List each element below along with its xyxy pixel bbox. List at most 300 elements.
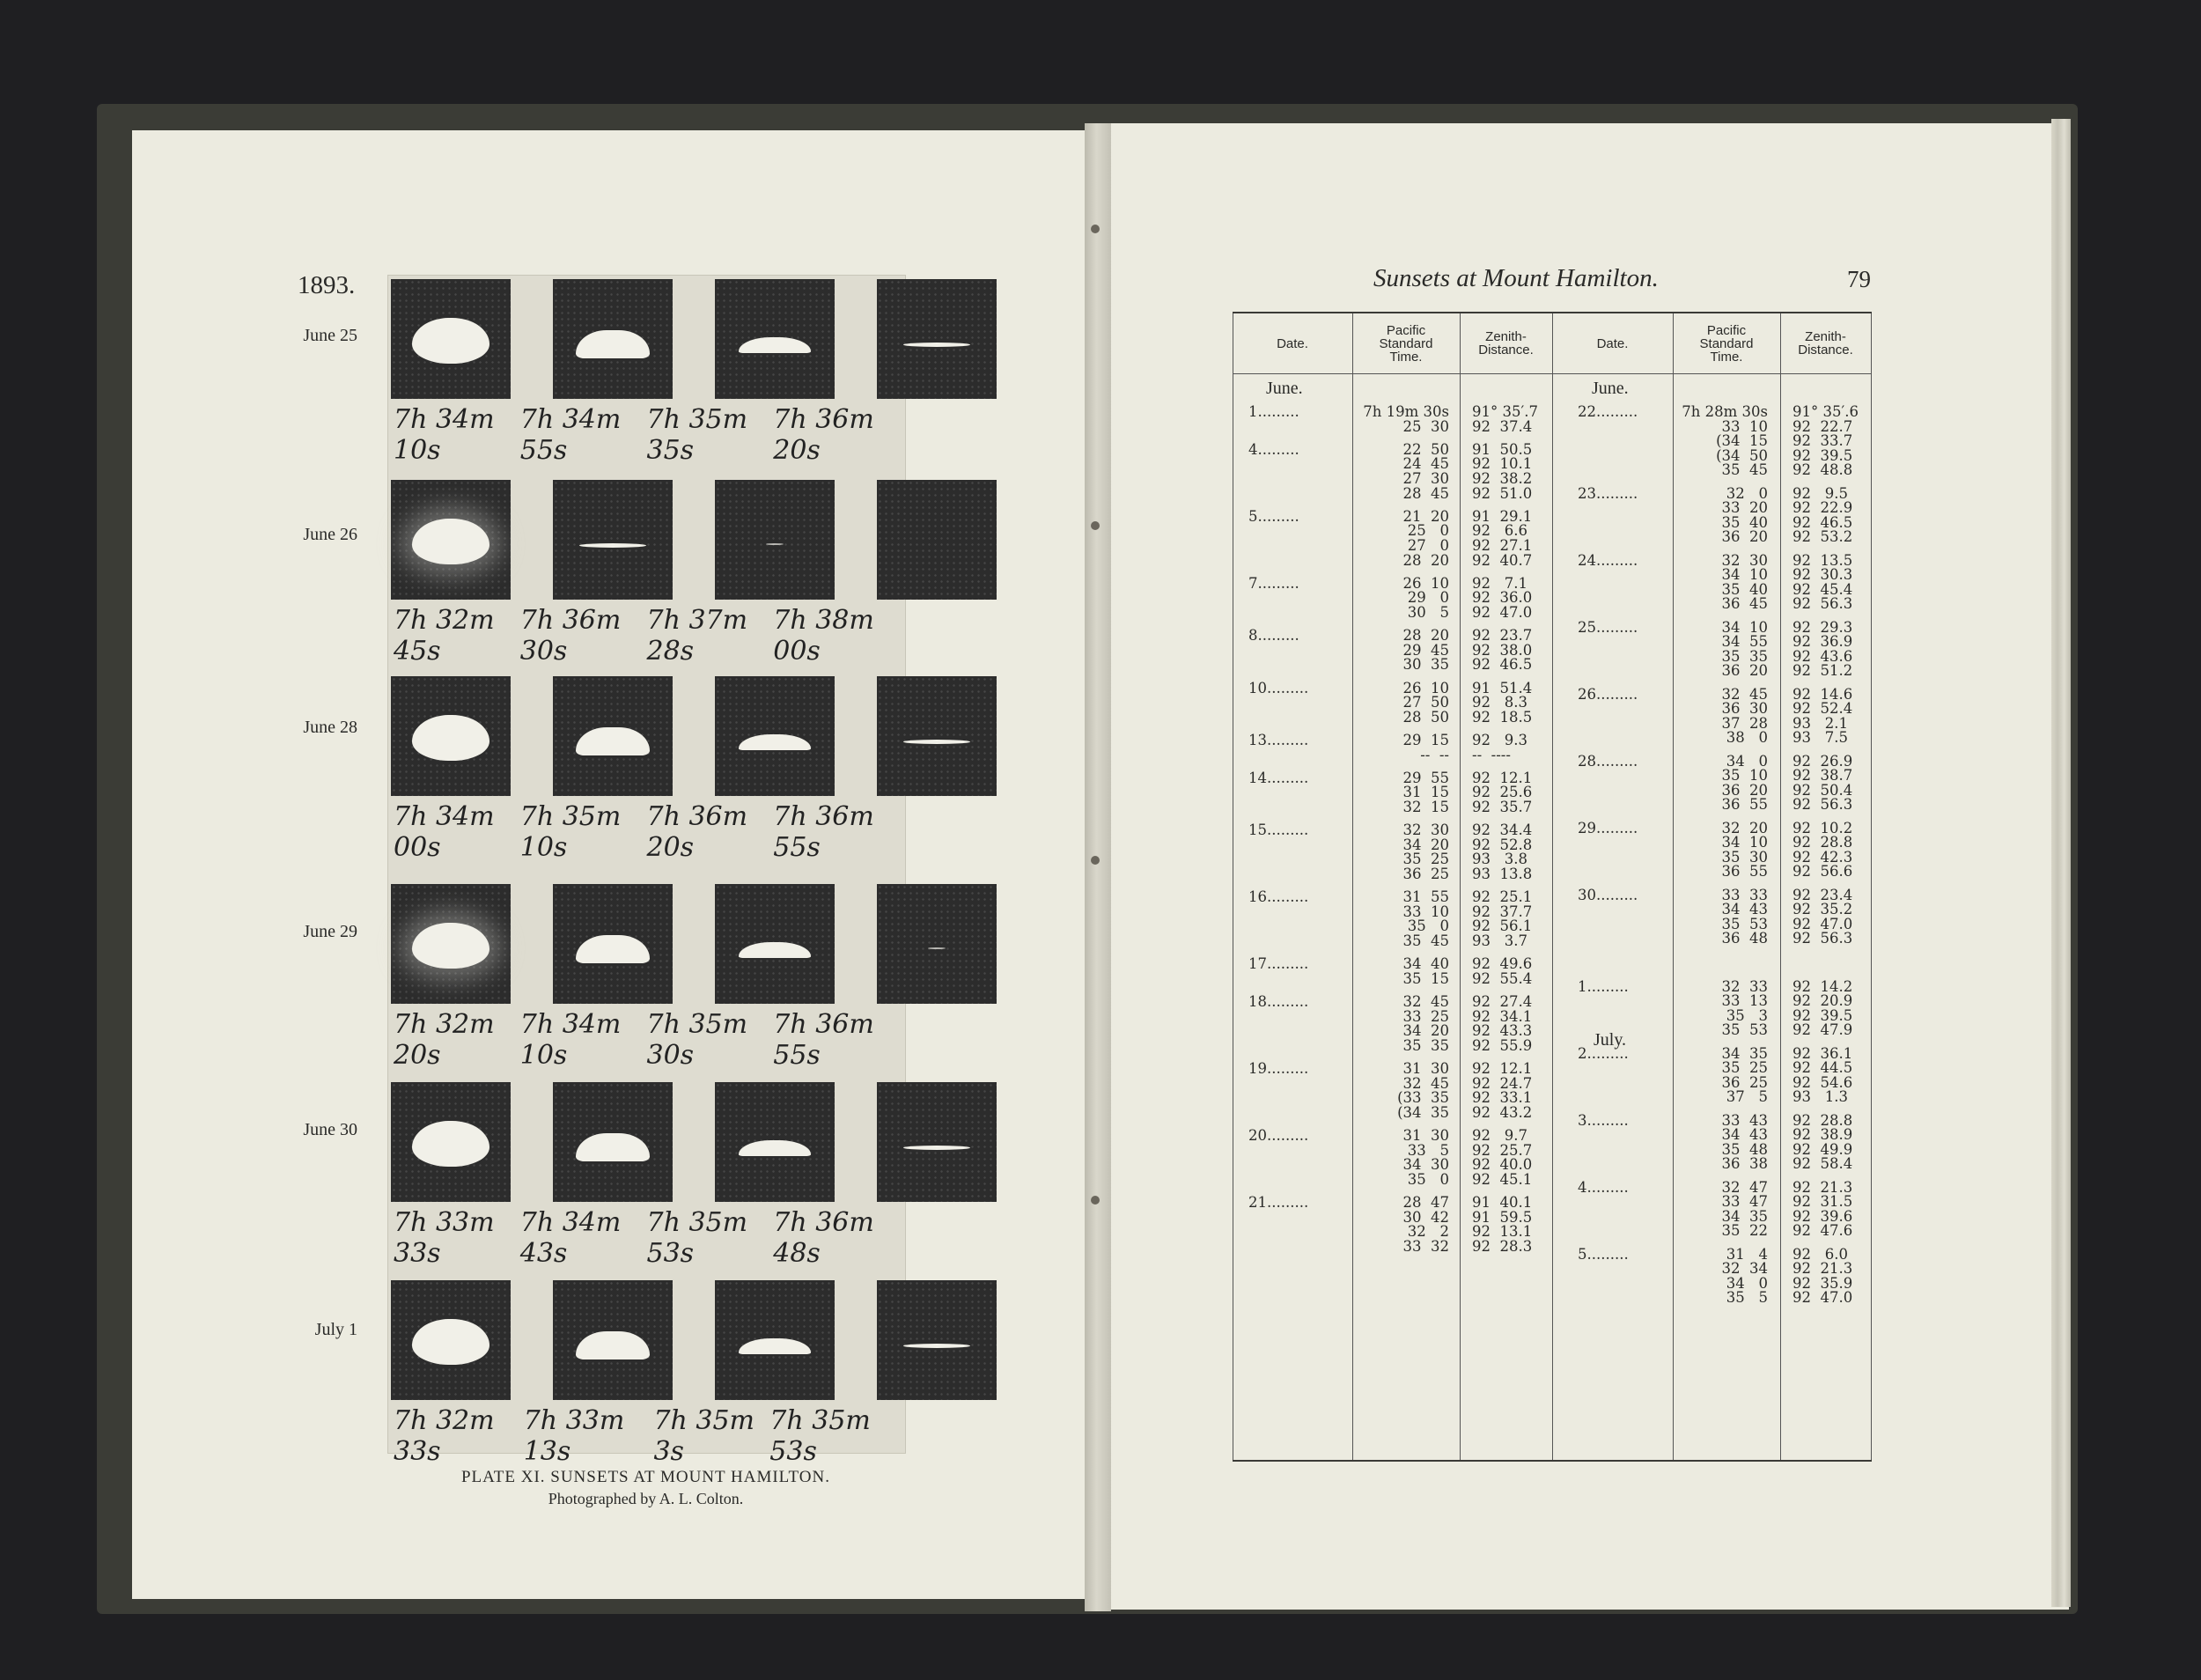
handwritten-time: 7h 35m 30s xyxy=(646,1009,748,1072)
handwritten-time: 7h 32m 33s xyxy=(394,1405,495,1468)
time-cell: 32 47 xyxy=(1721,1178,1768,1196)
zenith-cell: 92 14.2 xyxy=(1792,977,1853,995)
time-cell: 34 35 xyxy=(1721,1207,1768,1225)
handwritten-time: 7h 34m 43s xyxy=(519,1207,622,1270)
time-cell: 34 43 xyxy=(1721,1126,1768,1144)
sun-disc xyxy=(412,923,490,969)
time-cell: 29 55 xyxy=(1402,769,1449,786)
date-cell: 4......... xyxy=(1578,1178,1629,1196)
zenith-cell: 92 51.2 xyxy=(1792,662,1853,680)
time-cell: 35 53 xyxy=(1721,915,1768,932)
time-cell: 35 15 xyxy=(1402,969,1449,987)
time-cell: 34 43 xyxy=(1721,901,1768,918)
sun-disc xyxy=(903,740,970,744)
time-cell: 36 45 xyxy=(1721,595,1768,613)
table-rule xyxy=(1780,313,1781,1460)
zenith-cell: 92 50.4 xyxy=(1792,781,1853,799)
zenith-cell: 92 40.0 xyxy=(1472,1156,1533,1174)
time-cell: 35 25 xyxy=(1402,851,1449,868)
zenith-cell: 93 1.3 xyxy=(1792,1088,1848,1106)
zenith-cell: 92 26.9 xyxy=(1792,752,1853,770)
sun-disc xyxy=(579,543,646,548)
handwritten-time: 7h 32m 20s xyxy=(394,1009,495,1072)
zenith-cell: 92 23.4 xyxy=(1792,886,1853,903)
month-label: June. xyxy=(1592,379,1629,398)
zenith-cell: 92 45.4 xyxy=(1792,580,1853,598)
time-cell: 32 45 xyxy=(1402,1074,1449,1092)
zenith-cell: 92 20.9 xyxy=(1792,992,1853,1010)
time-cell: 33 13 xyxy=(1721,992,1768,1010)
sun-disc xyxy=(903,343,970,347)
plate-row-label: June 29 xyxy=(303,922,357,941)
zenith-cell: 92 43.2 xyxy=(1472,1103,1533,1121)
time-cell: 33 10 xyxy=(1402,903,1449,920)
time-cell: 36 20 xyxy=(1721,528,1768,546)
time-cell: 36 20 xyxy=(1721,662,1768,680)
time-cell: 32 33 xyxy=(1721,977,1768,995)
sun-disc xyxy=(739,942,811,958)
plate-row-label: June 28 xyxy=(303,718,357,737)
zenith-cell: 92 35.2 xyxy=(1792,901,1853,918)
sunset-photo xyxy=(391,676,511,796)
time-cell: 32 15 xyxy=(1402,799,1449,815)
time-cell: 28 20 xyxy=(1402,551,1449,569)
time-cell: 36 25 xyxy=(1721,1073,1768,1091)
time-cell: 34 40 xyxy=(1402,955,1449,973)
sun-disc xyxy=(412,318,490,364)
sun-disc xyxy=(739,337,811,353)
time-cell: 34 20 xyxy=(1402,1022,1449,1040)
date-cell: 18......... xyxy=(1248,993,1309,1010)
zenith-cell: -- ---- xyxy=(1472,746,1511,763)
time-cell: 32 0 xyxy=(1726,484,1768,502)
zenith-cell: 92 38.9 xyxy=(1792,1126,1853,1144)
time-cell: 31 30 xyxy=(1402,1060,1449,1077)
zenith-cell: 92 9.3 xyxy=(1472,732,1527,748)
time-strip xyxy=(394,1009,900,1072)
date-cell: 4......... xyxy=(1248,440,1299,458)
time-cell: 28 45 xyxy=(1402,484,1449,502)
time-strip xyxy=(394,605,900,667)
sunset-photo xyxy=(715,1280,835,1400)
zenith-cell: 92 9.7 xyxy=(1472,1127,1527,1144)
time-cell: 33 10 xyxy=(1721,417,1768,435)
zenith-cell: 92 12.1 xyxy=(1472,769,1533,786)
zenith-cell: 92 14.6 xyxy=(1792,685,1853,703)
sunset-photo xyxy=(391,1280,511,1400)
table-rule xyxy=(1552,313,1553,1460)
time-cell: (33 35 xyxy=(1397,1089,1449,1107)
time-cell: 32 45 xyxy=(1402,993,1449,1010)
time-cell: 31 15 xyxy=(1402,784,1449,801)
time-cell: 28 47 xyxy=(1402,1194,1449,1211)
zenith-cell: 92 39.5 xyxy=(1792,1006,1853,1024)
sunset-photo xyxy=(391,279,511,399)
zenith-cell: 92 54.6 xyxy=(1792,1073,1853,1091)
handwritten-time: 7h 36m 30s xyxy=(519,605,622,667)
time-cell: 38 0 xyxy=(1726,729,1768,747)
handwritten-time: 7h 36m 20s xyxy=(773,404,874,466)
zenith-cell: 92 46.5 xyxy=(1472,656,1533,674)
sun-disc xyxy=(766,543,784,545)
header-date: Date. xyxy=(1596,335,1629,351)
time-cell: 35 3 xyxy=(1726,1006,1768,1024)
table-rule xyxy=(1673,313,1674,1460)
time-cell: 36 48 xyxy=(1721,930,1768,947)
date-cell: 14......... xyxy=(1248,769,1309,786)
zenith-cell: 92 52.8 xyxy=(1472,836,1533,853)
time-cell: 32 30 xyxy=(1721,551,1768,569)
sunset-photo xyxy=(553,884,673,1004)
date-cell: 7......... xyxy=(1248,574,1299,592)
date-cell: 28......... xyxy=(1578,752,1638,770)
month-label: July. xyxy=(1594,1030,1627,1050)
time-cell: 34 55 xyxy=(1721,633,1768,651)
sun-disc xyxy=(576,935,650,963)
zenith-cell: 92 47.9 xyxy=(1792,1021,1853,1039)
time-cell: 29 15 xyxy=(1402,732,1449,748)
time-cell: 7h 19m 30s xyxy=(1363,403,1449,420)
zenith-cell: 92 31.5 xyxy=(1792,1193,1853,1211)
zenith-cell: 92 27.1 xyxy=(1472,537,1533,554)
handwritten-time: 7h 35m 10s xyxy=(519,801,622,864)
time-cell: 32 45 xyxy=(1721,685,1768,703)
time-cell: 36 30 xyxy=(1721,700,1768,718)
zenith-cell: 92 44.5 xyxy=(1792,1059,1853,1077)
zenith-cell: 92 33.7 xyxy=(1792,432,1853,450)
zenith-cell: 92 56.6 xyxy=(1792,863,1853,881)
stitch xyxy=(1091,521,1100,530)
time-strip xyxy=(394,1207,900,1270)
zenith-cell: 92 56.3 xyxy=(1792,796,1853,814)
time-cell: 32 34 xyxy=(1721,1260,1768,1278)
time-cell: 33 47 xyxy=(1721,1193,1768,1211)
time-cell: 34 20 xyxy=(1402,836,1449,853)
date-cell: 3......... xyxy=(1578,1111,1629,1129)
time-cell: 31 4 xyxy=(1726,1245,1768,1263)
handwritten-time: 7h 33m 13s xyxy=(523,1405,625,1468)
year-label: 1893. xyxy=(298,271,356,299)
handwritten-time: 7h 36m 55s xyxy=(773,1009,874,1072)
sun-disc xyxy=(412,1319,490,1365)
zenith-cell: 93 13.8 xyxy=(1472,866,1533,882)
time-cell: 35 30 xyxy=(1721,848,1768,866)
time-cell: 35 48 xyxy=(1721,1140,1768,1158)
plate-row-label: June 30 xyxy=(303,1120,357,1139)
date-cell: 29......... xyxy=(1578,819,1638,836)
date-cell: 17......... xyxy=(1248,955,1309,973)
time-cell: 35 40 xyxy=(1721,513,1768,531)
page-edges xyxy=(2051,119,2071,1607)
date-cell: 22......... xyxy=(1578,403,1638,420)
zenith-cell: 91° 35′.6 xyxy=(1792,403,1859,420)
zenith-cell: 92 39.6 xyxy=(1792,1207,1853,1225)
header-date: Date. xyxy=(1277,335,1308,351)
time-cell: 24 45 xyxy=(1402,455,1449,473)
sunset-photo xyxy=(553,1280,673,1400)
date-cell: 1......... xyxy=(1248,403,1299,420)
zenith-cell: 92 49.9 xyxy=(1792,1140,1853,1158)
zenith-cell: 92 9.5 xyxy=(1792,484,1848,502)
zenith-cell: 92 13.5 xyxy=(1792,551,1853,569)
page-number: 79 xyxy=(1847,266,1871,292)
time-cell: 34 0 xyxy=(1726,1274,1768,1292)
zenith-cell: 92 55.4 xyxy=(1472,969,1533,987)
zenith-cell: 92 10.2 xyxy=(1792,819,1853,836)
date-cell: 23......... xyxy=(1578,484,1638,502)
sunset-photo xyxy=(715,676,835,796)
handwritten-time: 7h 36m 48s xyxy=(773,1207,874,1270)
table-rule xyxy=(1460,313,1461,1460)
photo-plate xyxy=(387,275,906,1468)
time-cell: 21 20 xyxy=(1402,507,1449,525)
date-cell: 13......... xyxy=(1248,732,1309,748)
zenith-cell: 92 24.7 xyxy=(1472,1074,1533,1092)
zenith-cell: 92 34.1 xyxy=(1472,1007,1533,1025)
zenith-cell: 92 36.9 xyxy=(1792,633,1853,651)
book-gutter xyxy=(1085,123,1111,1611)
handwritten-time: 7h 34m 00s xyxy=(394,801,495,864)
time-cell: 36 55 xyxy=(1721,863,1768,881)
sunset-photo xyxy=(877,1082,997,1202)
sunset-photo xyxy=(877,279,997,399)
time-strip xyxy=(394,801,900,864)
date-cell: 20......... xyxy=(1248,1127,1309,1144)
handwritten-time: 7h 33m 33s xyxy=(394,1207,495,1270)
date-cell: 5......... xyxy=(1578,1245,1629,1263)
table-rule xyxy=(1871,313,1872,1460)
zenith-cell: 92 29.3 xyxy=(1792,618,1853,636)
time-cell: 35 25 xyxy=(1721,1059,1768,1077)
time-cell: 29 45 xyxy=(1402,641,1449,659)
stitch xyxy=(1091,1196,1100,1205)
zenith-cell: 92 43.6 xyxy=(1792,647,1853,665)
zenith-cell: 92 27.4 xyxy=(1472,993,1533,1010)
sunset-photo xyxy=(553,1082,673,1202)
time-cell: 33 32 xyxy=(1402,1237,1449,1255)
sunset-photo xyxy=(715,279,835,399)
time-cell: 27 30 xyxy=(1402,470,1449,487)
zenith-cell: 91 51.4 xyxy=(1472,679,1533,696)
time-cell: 37 5 xyxy=(1726,1088,1768,1106)
time-cell: 31 55 xyxy=(1402,888,1449,906)
zenith-cell: 91 50.5 xyxy=(1472,440,1533,458)
time-cell: 33 25 xyxy=(1402,1007,1449,1025)
time-cell: 30 42 xyxy=(1402,1208,1449,1226)
time-cell: 35 53 xyxy=(1721,1021,1768,1039)
handwritten-time: 7h 34m 55s xyxy=(519,404,622,466)
zenith-cell: 92 6.6 xyxy=(1472,522,1527,540)
handwritten-time: 7h 34m 10s xyxy=(519,1009,622,1072)
sunset-photo xyxy=(877,480,997,600)
sun-disc xyxy=(412,715,490,761)
zenith-cell: 92 28.3 xyxy=(1472,1237,1533,1255)
zenith-cell: 92 21.3 xyxy=(1792,1260,1853,1278)
zenith-cell: 91 59.5 xyxy=(1472,1208,1533,1226)
zenith-cell: 91° 35′.7 xyxy=(1472,403,1538,420)
time-cell: 35 35 xyxy=(1402,1036,1449,1054)
zenith-cell: 92 42.3 xyxy=(1792,848,1853,866)
sun-disc xyxy=(576,727,650,755)
sunset-photo xyxy=(553,480,673,600)
date-cell: 2......... xyxy=(1578,1044,1629,1062)
sun-disc xyxy=(928,947,946,949)
zenith-cell: 92 47.0 xyxy=(1792,1289,1853,1307)
sunset-photo xyxy=(391,1082,511,1202)
zenith-cell: 92 38.7 xyxy=(1792,767,1853,785)
handwritten-time: 7h 36m 20s xyxy=(646,801,748,864)
time-cell: 35 40 xyxy=(1721,580,1768,598)
time-cell: 25 0 xyxy=(1407,522,1449,540)
zenith-cell: 92 37.4 xyxy=(1472,417,1533,435)
time-cell: 26 10 xyxy=(1402,679,1449,696)
date-cell: 19......... xyxy=(1248,1060,1309,1077)
zenith-cell: 92 47.6 xyxy=(1792,1222,1853,1240)
zenith-cell: 92 37.7 xyxy=(1472,903,1533,920)
time-cell: 27 0 xyxy=(1407,537,1449,554)
zenith-cell: 93 2.1 xyxy=(1792,714,1848,732)
zenith-cell: 92 45.1 xyxy=(1472,1170,1533,1188)
time-cell: 25 30 xyxy=(1402,417,1449,435)
handwritten-time: 7h 35m 53s xyxy=(646,1207,748,1270)
time-cell: 22 50 xyxy=(1402,440,1449,458)
plate-row-label: July 1 xyxy=(314,1320,357,1339)
time-cell: 28 50 xyxy=(1402,708,1449,726)
time-cell: -- -- xyxy=(1420,746,1449,763)
zenith-cell: 92 52.4 xyxy=(1792,700,1853,718)
zenith-cell: 92 25.1 xyxy=(1472,888,1533,906)
stitch xyxy=(1091,856,1100,865)
sun-disc xyxy=(576,330,650,358)
time-cell: 26 10 xyxy=(1402,574,1449,592)
handwritten-time: 7h 37m 28s xyxy=(646,605,748,667)
plate-row-label: June 26 xyxy=(303,525,357,544)
zenith-cell: 92 36.0 xyxy=(1472,589,1533,607)
handwritten-time: 7h 38m 00s xyxy=(773,605,874,667)
sunset-photo xyxy=(553,676,673,796)
date-cell: 1......... xyxy=(1578,977,1629,995)
zenith-cell: 92 39.5 xyxy=(1792,446,1853,464)
sun-disc xyxy=(412,1121,490,1167)
zenith-cell: 92 13.1 xyxy=(1472,1223,1533,1241)
handwritten-time: 7h 35m 35s xyxy=(646,404,748,466)
zenith-cell: 92 6.0 xyxy=(1792,1245,1848,1263)
time-cell: 36 55 xyxy=(1721,796,1768,814)
sun-disc xyxy=(739,1338,811,1354)
handwritten-time: 7h 32m 45s xyxy=(394,605,495,667)
time-cell: 33 43 xyxy=(1721,1111,1768,1129)
zenith-cell: 92 18.5 xyxy=(1472,708,1533,726)
date-cell: 8......... xyxy=(1248,627,1299,645)
time-cell: 33 5 xyxy=(1407,1141,1449,1159)
sunset-photo xyxy=(715,884,835,1004)
time-cell: 34 10 xyxy=(1721,618,1768,636)
time-cell: 35 5 xyxy=(1726,1289,1768,1307)
time-cell: 35 45 xyxy=(1402,932,1449,949)
date-cell: 15......... xyxy=(1248,822,1309,839)
time-cell: 32 2 xyxy=(1407,1223,1449,1241)
sunset-photo xyxy=(877,884,997,1004)
sun-disc xyxy=(576,1331,650,1359)
zenith-cell: 93 7.5 xyxy=(1792,729,1848,747)
time-cell: 31 30 xyxy=(1402,1127,1449,1144)
time-strip xyxy=(394,1405,900,1468)
zenith-cell: 92 35.7 xyxy=(1472,799,1533,815)
handwritten-time: 7h 35m 3s xyxy=(653,1405,755,1468)
plate-caption: PLATE XI. SUNSETS AT MOUNT HAMILTON. xyxy=(460,1468,831,1486)
time-cell: 35 0 xyxy=(1407,1170,1449,1188)
sun-disc xyxy=(576,1133,650,1161)
zenith-cell: 92 38.0 xyxy=(1472,641,1533,659)
handwritten-time: 7h 36m 55s xyxy=(773,801,874,864)
sun-disc xyxy=(903,1344,970,1348)
zenith-cell: 92 30.3 xyxy=(1792,566,1853,584)
time-cell: 36 20 xyxy=(1721,781,1768,799)
zenith-cell: 92 7.1 xyxy=(1472,574,1527,592)
zenith-cell: 93 3.8 xyxy=(1472,851,1527,868)
zenith-cell: 92 58.4 xyxy=(1792,1155,1853,1173)
zenith-cell: 92 46.5 xyxy=(1792,513,1853,531)
time-strip xyxy=(394,404,900,466)
time-cell: (34 15 xyxy=(1716,432,1768,450)
time-cell: (34 35 xyxy=(1397,1103,1449,1121)
zenith-cell: 92 36.1 xyxy=(1792,1044,1853,1062)
time-cell: 30 35 xyxy=(1402,656,1449,674)
table-rule xyxy=(1352,313,1353,1460)
sunset-table xyxy=(1233,312,1872,1462)
date-cell: 10......... xyxy=(1248,679,1309,696)
zenith-cell: 92 56.3 xyxy=(1792,595,1853,613)
zenith-cell: 92 49.6 xyxy=(1472,955,1533,973)
zenith-cell: 92 56.3 xyxy=(1792,930,1853,947)
time-cell: 35 45 xyxy=(1721,461,1768,479)
time-cell: 34 35 xyxy=(1721,1044,1768,1062)
sunset-photo xyxy=(391,884,511,1004)
time-cell: 35 10 xyxy=(1721,767,1768,785)
zenith-cell: 92 43.3 xyxy=(1472,1022,1533,1040)
time-cell: 34 10 xyxy=(1721,566,1768,584)
date-cell: 21......... xyxy=(1248,1194,1309,1211)
time-cell: 28 20 xyxy=(1402,627,1449,645)
zenith-cell: 92 34.4 xyxy=(1472,822,1533,839)
time-cell: 34 30 xyxy=(1402,1156,1449,1174)
time-cell: 34 0 xyxy=(1726,752,1768,770)
zenith-cell: 92 25.6 xyxy=(1472,784,1533,801)
zenith-cell: 92 28.8 xyxy=(1792,1111,1853,1129)
zenith-cell: 92 35.9 xyxy=(1792,1274,1853,1292)
sunset-photo xyxy=(715,1082,835,1202)
handwritten-time: 7h 35m 53s xyxy=(769,1405,871,1468)
zenith-cell: 92 48.8 xyxy=(1792,461,1853,479)
zenith-cell: 91 40.1 xyxy=(1472,1194,1533,1211)
zenith-cell: 92 25.7 xyxy=(1472,1141,1533,1159)
sun-disc xyxy=(739,734,811,750)
zenith-cell: 92 56.1 xyxy=(1472,917,1533,935)
time-cell: 35 22 xyxy=(1721,1222,1768,1240)
plate-credit: Photographed by A. L. Colton. xyxy=(548,1490,744,1507)
header-time: Pacific Standard Time. xyxy=(1379,322,1433,365)
zenith-cell: 92 22.9 xyxy=(1792,499,1853,517)
zenith-cell: 91 29.1 xyxy=(1472,507,1533,525)
time-cell: 35 35 xyxy=(1721,647,1768,665)
stitch xyxy=(1091,225,1100,233)
month-label: June. xyxy=(1266,379,1303,398)
date-cell: 25......... xyxy=(1578,618,1638,636)
sunset-photo xyxy=(877,676,997,796)
header-time: Pacific Standard Time. xyxy=(1699,322,1754,365)
zenith-cell: 92 22.7 xyxy=(1792,417,1853,435)
time-cell: 30 5 xyxy=(1407,604,1449,621)
